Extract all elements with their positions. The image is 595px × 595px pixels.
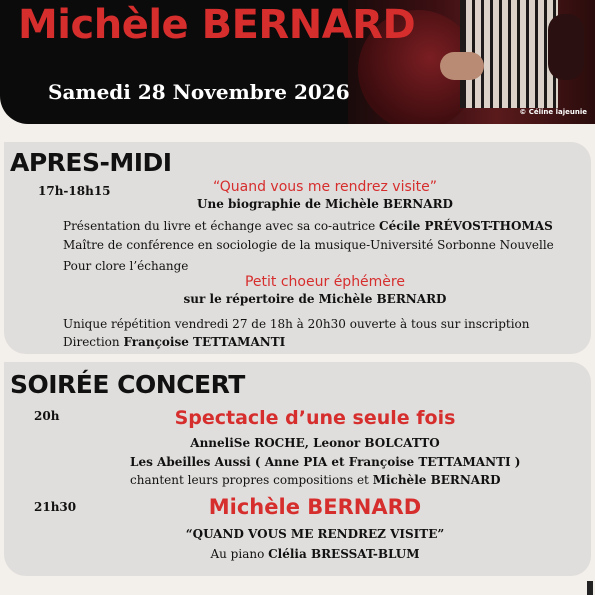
header-banner bbox=[0, 0, 595, 124]
evening-time-1: 20h bbox=[34, 409, 60, 423]
show2-subtitle: “QUAND VOUS ME RENDREZ VISITE” bbox=[185, 527, 445, 541]
afternoon-time: 17h-18h15 bbox=[38, 184, 111, 198]
rehearsal-line: Unique répétition vendredi 27 de 18h à 20h30 ouverte à tous sur inscription bbox=[63, 317, 530, 331]
choir-subtitle: sur le répertoire de Michèle BERNARD bbox=[183, 292, 447, 306]
show1-group: Les Abeilles Aussi ( Anne PIA et Françoise TETTAMANTI ) bbox=[130, 455, 521, 469]
evening-heading: SOIRÉE CONCERT bbox=[10, 370, 245, 399]
main-title: Michèle BERNARD bbox=[18, 2, 416, 48]
show1-title: Spectacle d’une seule fois bbox=[174, 407, 456, 429]
afternoon-heading: APRES-MIDI bbox=[10, 148, 172, 177]
show1-performers: AnneliSe ROCHE, Leonor BOLCATTO bbox=[190, 436, 440, 450]
evening-time-2: 21h30 bbox=[34, 500, 77, 514]
direction-line: Direction Françoise TETTAMANTI bbox=[63, 335, 286, 349]
choir-title: Petit choeur éphémère bbox=[244, 274, 405, 290]
show2-title: Michèle BERNARD bbox=[208, 495, 422, 519]
presentation-line: Présentation du livre et échange avec sa co-autrice Cécile PRÉVOST-THOMAS bbox=[63, 219, 553, 233]
book-subtitle: Une biographie de Michèle BERNARD bbox=[197, 197, 453, 211]
photo-credit: © Céline lajeunie bbox=[519, 108, 587, 116]
piano-line: Au piano Clélia BRESSAT-BLUM bbox=[210, 547, 420, 561]
event-date: Samedi 28 Novembre 2026 bbox=[48, 80, 350, 104]
show1-compositions: chantent leurs propres compositions et Michèle BERNARD bbox=[130, 473, 501, 487]
closing-line: Pour clore l’échange bbox=[63, 259, 189, 273]
book-title: “Quand vous me rendrez visite” bbox=[213, 179, 437, 195]
conference-line: Maître de conférence en sociologie de la musique-Université Sorbonne Nouvelle bbox=[63, 238, 554, 252]
corner-mark bbox=[587, 581, 593, 595]
